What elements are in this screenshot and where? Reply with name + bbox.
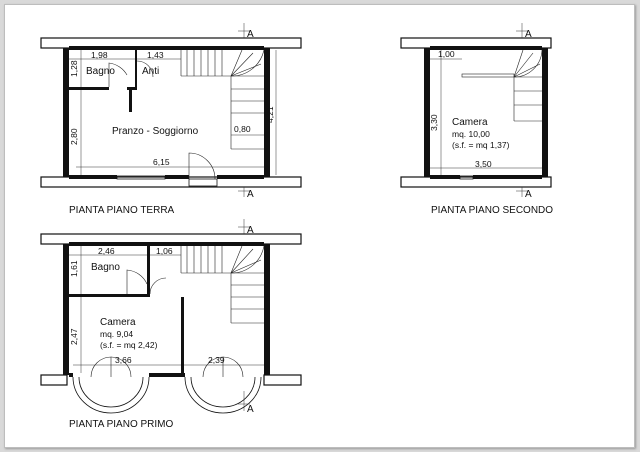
- gf-room-anteroom: Anti: [142, 66, 160, 77]
- ff-plan-title: PIANTA PIANO PRIMO: [69, 419, 174, 430]
- ff-window-area: (s.f. = mq 2,42): [100, 340, 158, 350]
- sf-left-wall: [424, 48, 430, 177]
- drawing-sheet: [4, 4, 635, 448]
- gf-dim-bath-width: 1,98: [91, 50, 108, 60]
- ff-dim-room-width: 3,66: [115, 355, 132, 365]
- ff-section-mark-bottom: A: [247, 404, 254, 415]
- ff-room-partition: [181, 297, 184, 373]
- sf-room-name: Camera: [452, 117, 488, 128]
- sf-right-wall: [542, 48, 548, 177]
- gf-dim-total-depth: 4,21: [265, 106, 275, 123]
- ff-bottom-wall-b: [149, 373, 185, 377]
- ff-dim-bath-width: 2,46: [98, 246, 115, 256]
- ff-section-mark-top: A: [247, 225, 254, 236]
- gf-bottom-wall-right: [217, 175, 264, 179]
- ff-balcony-right-inner: [191, 377, 255, 407]
- gf-plan-title: PIANTA PIANO TERRA: [69, 205, 175, 216]
- gf-room-living: Pranzo - Soggiorno: [112, 126, 199, 137]
- sf-dim-depth: 3,30: [429, 114, 439, 131]
- ff-window-right-b: [223, 357, 243, 377]
- ff-balcony-left: [73, 377, 149, 413]
- gf-partition: [129, 90, 132, 112]
- gf-room-bathroom: Bagno: [86, 66, 115, 77]
- sf-bottom-wall-right: [473, 175, 542, 179]
- sf-plan-title: PIANTA PIANO SECONDO: [431, 205, 554, 216]
- sf-section-mark-top: A: [525, 29, 532, 40]
- ff-neighbor-wall-bottom-right: [264, 375, 301, 385]
- gf-bottom-wall-left: [69, 175, 117, 179]
- first-floor-plan: [41, 219, 301, 430]
- ff-dim-bath-depth: 1,61: [69, 260, 79, 277]
- ff-room-bathroom: Bagno: [91, 262, 120, 273]
- gf-dim-anti-width: 1,43: [147, 50, 164, 60]
- ff-neighbor-wall-bottom-left: [41, 375, 67, 385]
- gf-bath-wall: [69, 87, 109, 90]
- ff-bath-wall: [69, 294, 149, 297]
- ff-dim-right-width: 2,39: [208, 355, 225, 365]
- gf-bottom-wall-mid: [165, 175, 189, 179]
- ff-dim-room-depth: 2,47: [69, 328, 79, 345]
- ff-balcony-left-inner: [79, 377, 143, 407]
- ff-dim-anti-width: 1,06: [156, 246, 173, 256]
- sf-window-area: (s.f. = mq 1,37): [452, 140, 510, 150]
- gf-dim-bath-depth: 1,28: [69, 60, 79, 77]
- gf-dim-total-width: 6,15: [153, 157, 170, 167]
- ff-staircase: [181, 246, 264, 323]
- sf-room-area: mq. 10,00: [452, 129, 490, 139]
- ff-room-door: [150, 278, 166, 294]
- second-floor-plan: [401, 23, 553, 216]
- sf-staircase: [462, 50, 542, 121]
- sf-section-mark-bottom: A: [525, 189, 532, 200]
- gf-section-mark-top: A: [247, 29, 254, 40]
- ff-right-wall: [264, 244, 270, 375]
- ff-bath-door: [127, 270, 147, 294]
- sf-dim-width: 3,50: [475, 159, 492, 169]
- gf-anti-wall: [135, 50, 137, 90]
- gf-dim-living-depth: 2,80: [69, 128, 79, 145]
- sf-dim-top: 1,00: [438, 49, 455, 59]
- ff-bottom-wall-a: [69, 373, 73, 377]
- ff-bath-side-wall: [147, 246, 150, 297]
- sf-bottom-wall-left: [430, 175, 460, 179]
- ground-floor-plan: [41, 23, 301, 216]
- ff-window-left-a: [91, 357, 111, 377]
- gf-dim-stair-width: 0,80: [234, 124, 251, 134]
- gf-section-mark-bottom: A: [247, 189, 254, 200]
- ff-room-area: mq. 9,04: [100, 329, 134, 339]
- gf-entrance-door: [189, 153, 215, 179]
- floor-plans-svg: [5, 5, 636, 449]
- ff-room-bedroom: Camera: [100, 317, 136, 328]
